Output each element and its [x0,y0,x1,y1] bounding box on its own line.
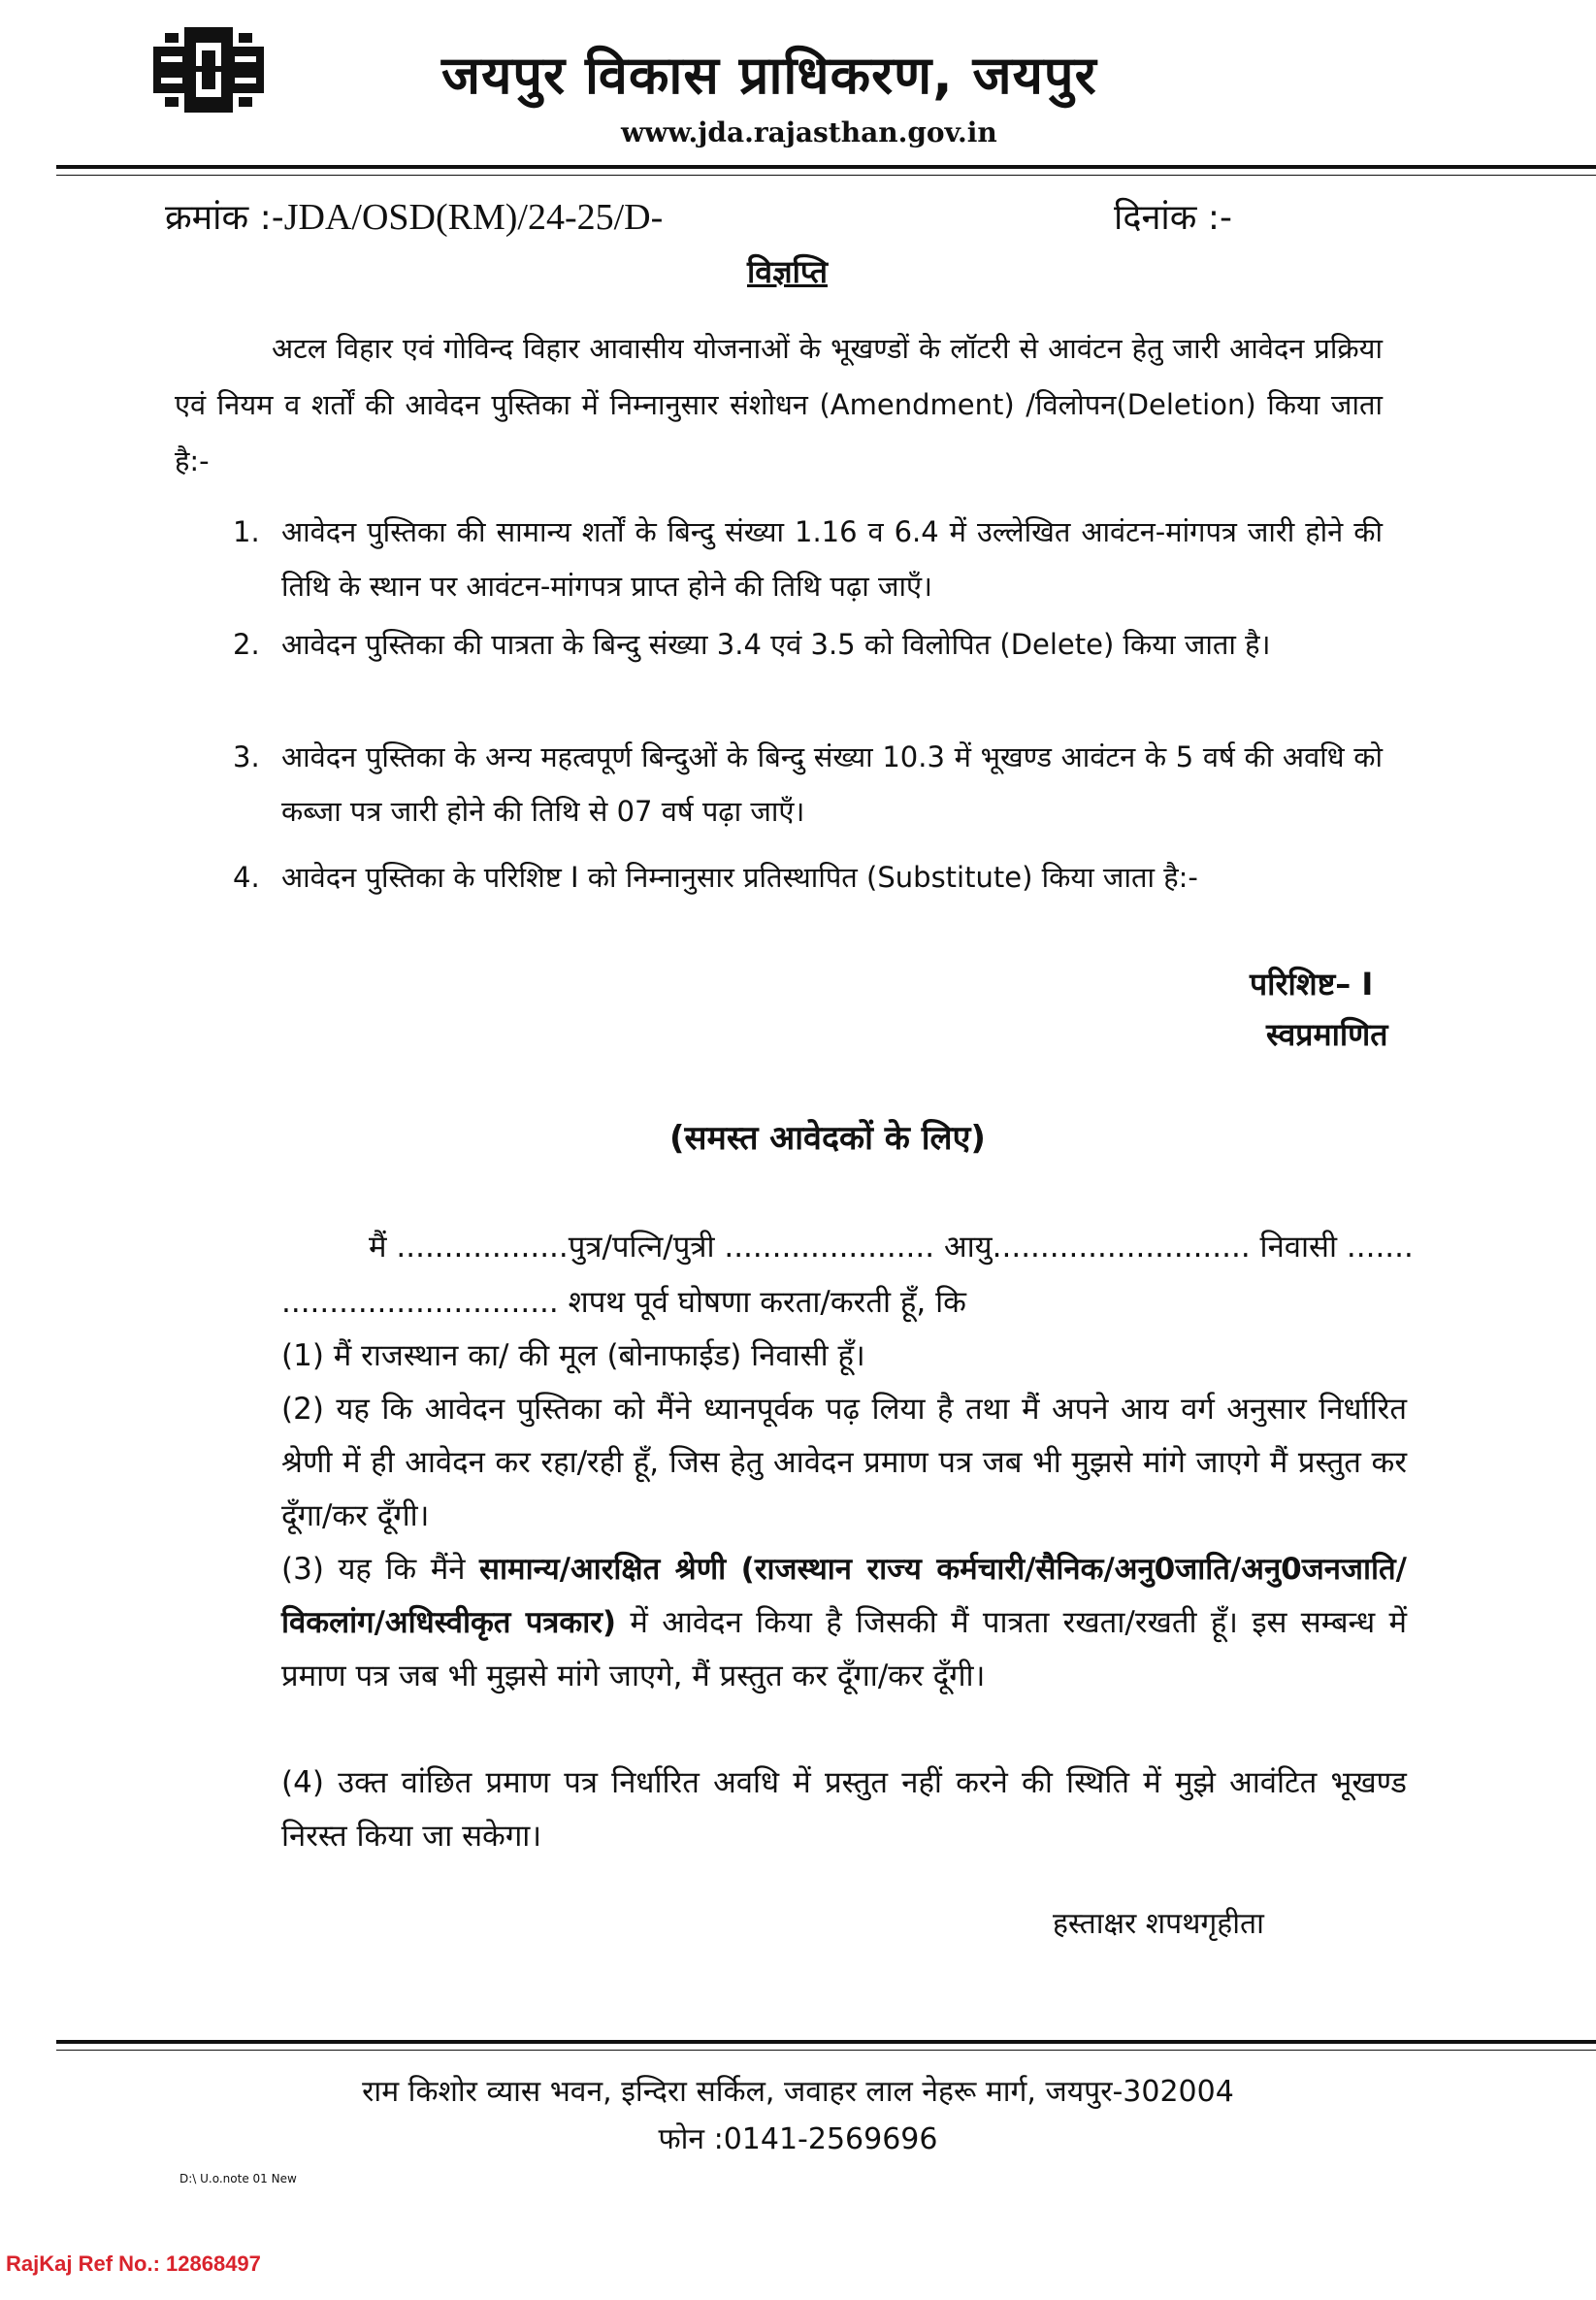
declaration-point-1: (1) मैं राजस्थान का/ की मूल (बोनाफाईड) निवासी हूँ। [281,1338,865,1373]
self-attested-label: स्वप्रमाणित [1266,1016,1388,1053]
reference-label: क्रमांक :- [165,198,284,238]
point-3-start: (3) यह कि मैंने [281,1552,466,1587]
amendment-text: आवेदन पुस्तिका की सामान्य शर्तों के बिन्दु संख्या 1.16 व 6.4 में उल्लेखित आवंटन-मांगपत्र जारी होने की तिथि के स्थान पर आवंटन-मांगपत्र प्राप्त होने की तिथि पढ़ा जाएँ। [281,515,1383,603]
file-path: D:\ U.o.note 01 New [179,2172,297,2185]
amendment-text: आवेदन पुस्तिका की पात्रता के बिन्दु संख्या 3.4 एवं 3.5 को विलोपित (Delete) किया जाता है। [281,628,1271,661]
declaration-line-1: मैं ..................पुत्र/पत्नि/पुत्री ...................... आयु........................... निवासी ....... [369,1230,1414,1265]
reference-value: JDA/OSD(RM)/24-25/D- [283,197,664,238]
header-divider-thin [56,175,1596,176]
amendment-number: 2. [233,628,260,661]
declaration-line-2: ............................. शपथ पूर्व घोषणा करता/करती हूँ, कि [281,1285,966,1320]
annex-label: परिशिष्ट– I [1250,966,1374,1002]
header-divider [56,165,1596,169]
signature-label: हस्ताक्षर शपथगृहीता [1053,1907,1264,1941]
date-label: दिनांक :- [1114,198,1232,238]
footer-divider-thin [56,2050,1596,2051]
jda-emblem-icon [147,21,270,118]
amendment-number: 3. [233,740,260,773]
reference-number [165,192,663,240]
amendment-item [233,730,1383,838]
annex-heading: (समस्त आवेदकों के लिए) [669,1119,986,1158]
amendment-number: 4. [233,861,260,894]
office-address: राम किशोर व्यास भवन, इन्दिरा सर्किल, जवाहर लाल नेहरू मार्ग, जयपुर-302004 [362,2075,1234,2109]
declaration-point-3 [281,1543,1407,1703]
website-url[interactable]: www.jda.rajasthan.gov.in [621,116,997,148]
footer-divider [56,2040,1596,2044]
notice-heading: विज्ञप्ति [747,253,828,290]
point-3-category: सामान्य/आरक्षित श्रेणी (राजस्थान राज्य कर्मचारी/सैनिक/अनु0जाति/अनु0जनजाति/विकलांग/अधिस्वीकृत पत्रकार) [281,1552,1407,1640]
amendment-item [233,505,1383,613]
rajkaj-reference: RajKaj Ref No.: 12868497 [6,2251,261,2276]
organization-title: जयपुर विकास प्राधिकरण, जयपुर [441,45,1097,106]
intro-paragraph: अटल विहार एवं गोविन्द विहार आवासीय योजनाओं के भूखण्डों के लॉटरी से आवंटन हेतु जारी आवेदन प्रक्रिया एवं नियम व शर्तों की आवेदन पुस्तिका में निम्नानुसार संशोधन (Amendment) /विलोपन(Deletion) किया जाता है:- [175,332,1383,477]
declaration-point-2: (2) यह कि आवेदन पुस्तिका को मैंने ध्यानपूर्वक पढ़ लिया है तथा मैं अपने आय वर्ग अनुसार निर्धारित श्रेणी में ही आवेदन कर रहा/रही हूँ, जिस हेतु आवेदन प्रमाण पत्र जब भी मुझसे मांगे जाएगे मैं प्रस्तुत कर दूँगा/कर दूँगी। [281,1392,1407,1533]
amendment-item [233,617,1383,672]
declaration-point-4: (4) उक्त वांछित प्रमाण पत्र निर्धारित अवधि में प्रस्तुत नहीं करने की स्थिति में मुझे आवंटित भूखण्ड निरस्त किया जा सकेगा। [281,1765,1407,1854]
office-phone: फोन :0141-2569696 [658,2122,938,2156]
point-3-end: में आवेदन किया है जिसकी मैं पात्रता रखता/रखती हूँ। इस सम्बन्ध में प्रमाण पत्र जब भी मुझसे मांगे जाएगे, मैं प्रस्तुत कर दूँगा/कर दूँगी। [281,1605,1408,1693]
amendment-number: 1. [233,515,260,548]
amendment-text: आवेदन पुस्तिका के परिशिष्ट I को निम्नानुसार प्रतिस्थापित (Substitute) किया जाता है:- [281,861,1198,894]
amendment-text: आवेदन पुस्तिका के अन्य महत्वपूर्ण बिन्दुओं के बिन्दु संख्या 10.3 में भूखण्ड आवंटन के 5 वर्ष की अवधि को कब्जा पत्र जारी होने की तिथि से 07 वर्ष पढ़ा जाएँ। [281,740,1383,828]
amendment-item [233,850,1383,904]
